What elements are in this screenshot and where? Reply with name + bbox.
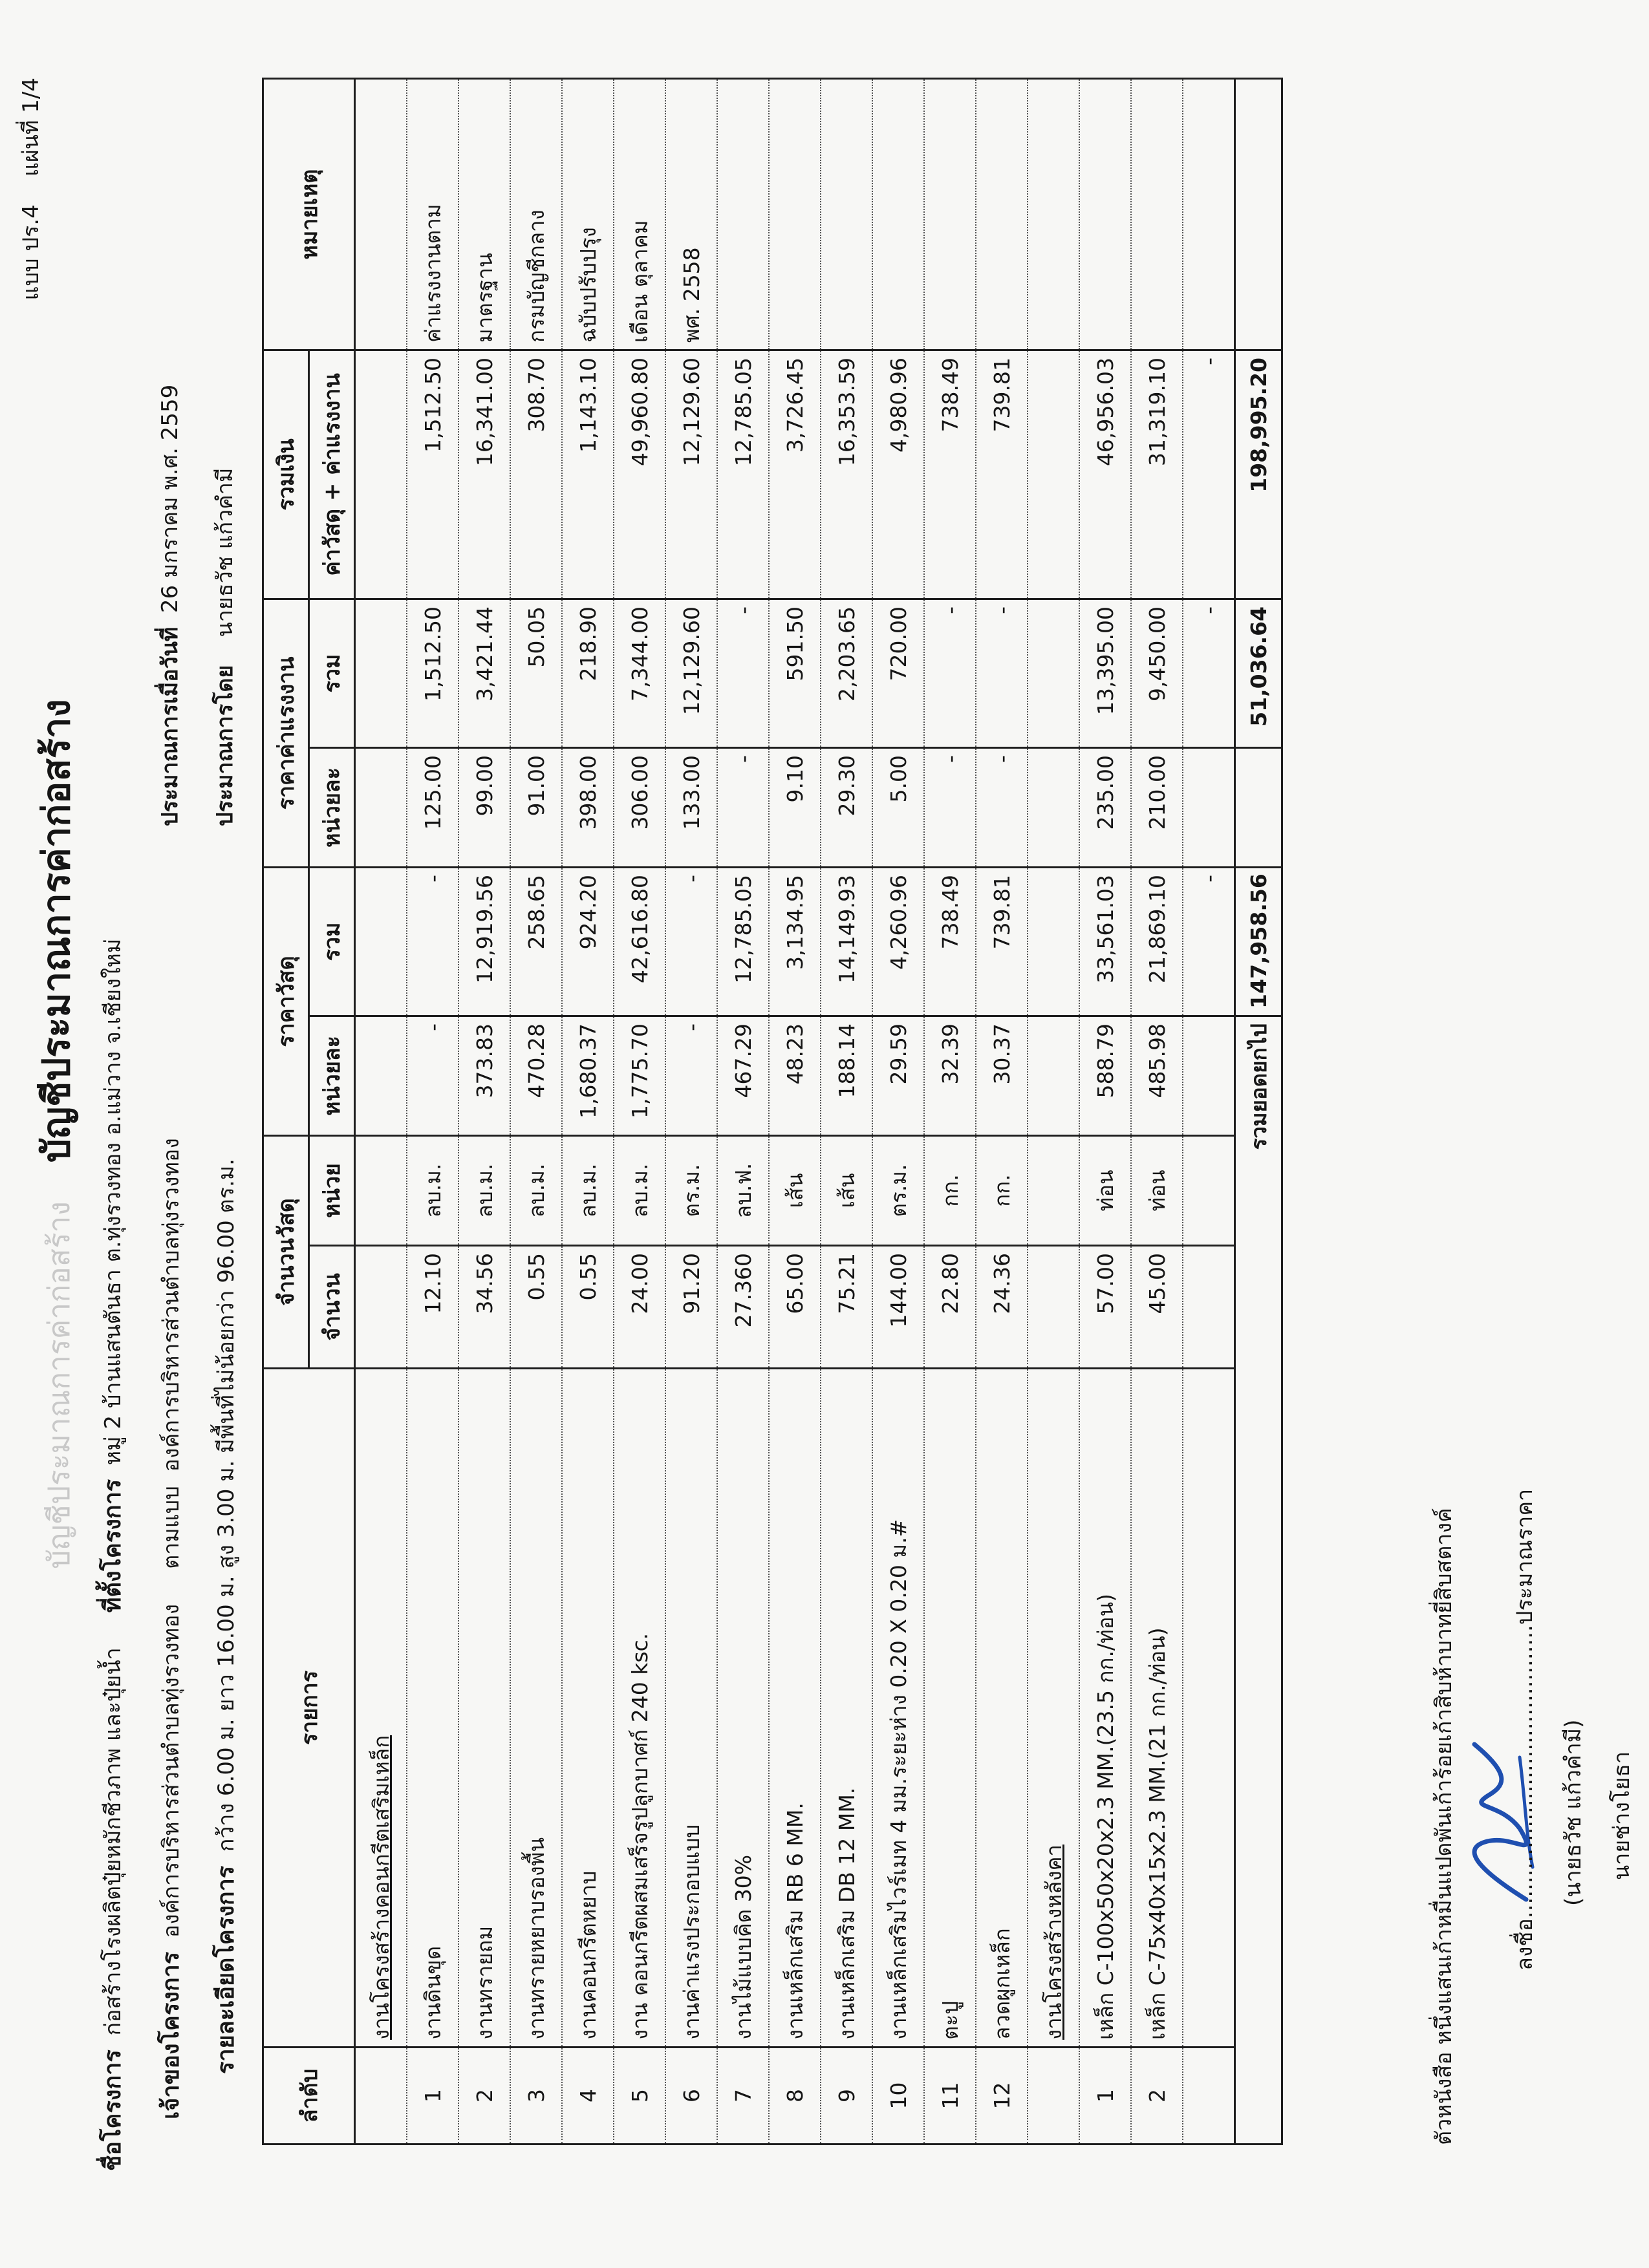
cell-item: ตะปู: [924, 1369, 976, 2048]
signature-line: ลงชื่อ..........................................ประมาณราคา: [1512, 1488, 1538, 1971]
header-material-group: ราคาวัสดุ: [263, 867, 309, 1135]
header-no: ลำดับ: [263, 2048, 355, 2145]
table-row: [976, 78, 1028, 2144]
faded-title: บัญชีประมาณการค่าก่อสร้าง: [41, 1201, 76, 1569]
table-row: [562, 78, 614, 2144]
cell-lab-total: -: [717, 599, 769, 747]
cell-mat-unit: 485.98: [1131, 1016, 1183, 1135]
cell-remark: [1131, 78, 1183, 350]
cell-remark: [976, 78, 1028, 350]
cell-sum: 12,785.05: [717, 350, 769, 599]
cell-sum: 31,319.10: [1131, 350, 1183, 599]
cell-remark: [717, 78, 769, 350]
estimate-table: [262, 78, 1283, 2145]
table-row: [872, 78, 924, 2144]
cell-qty: 24.36: [976, 1246, 1028, 1369]
cell-unit: ตร.ม.: [872, 1135, 924, 1245]
section-title: งานโครงสร้างหลังคา: [1028, 1369, 1079, 2048]
cell-mat-total: -: [407, 867, 458, 1016]
cell-item: งานเหล็กเสริม RB 6 MM.: [769, 1369, 821, 2048]
estimate-date: ประมาณการเมื่อวันที่ 26 มกราคม พ.ศ. 2559: [157, 384, 183, 826]
cell-unit: ท่อน: [1079, 1135, 1131, 1245]
cell-sum: 12,129.60: [665, 350, 717, 599]
cell-unit: ลบ.ม.: [614, 1135, 665, 1245]
cell-qty: 65.00: [769, 1246, 821, 1369]
cell-lab-unit: 99.00: [458, 747, 510, 867]
cell-mat-total: 738.49: [924, 867, 976, 1016]
cell-unit: เส้น: [769, 1135, 821, 1245]
cell-mat-unit: 188.14: [821, 1016, 872, 1135]
total-labor: 51,036.64: [1235, 599, 1282, 747]
cell-mat-total: 21,869.10: [1131, 867, 1183, 1016]
header-unit: หน่วย: [309, 1135, 355, 1245]
cell-lab-total: 218.90: [562, 599, 614, 747]
cell-no: 12: [976, 2048, 1028, 2145]
cell-qty: 45.00: [1131, 1246, 1183, 1369]
cell-sum: 4,980.96: [872, 350, 924, 599]
signer-position: นายช่างโยธา: [1609, 1751, 1635, 1880]
cell-lab-total: -: [1183, 599, 1235, 747]
cell-item: งานทรายถม: [458, 1369, 510, 2048]
total-sum: 198,995.20: [1235, 350, 1282, 599]
cell-mat-unit: 32.39: [924, 1016, 976, 1135]
cell-lab-unit: 210.00: [1131, 747, 1183, 867]
cell-unit: กก.: [924, 1135, 976, 1245]
cell-lab-total: 591.50: [769, 599, 821, 747]
cell-remark: [1079, 78, 1131, 350]
cell-qty: 34.56: [458, 1246, 510, 1369]
cell-no: 6: [665, 2048, 717, 2145]
project-line: ชื่อโครงการ ก่อสร้างโรงผลิตปุ๋ยหมักชีวภาพ และปุ๋ยน้ำ ที่ตั้งโครงการ หมู่ 2 บ้านแสนตันธา ต.ทุ่งรวงทอง อ.แม่วาง จ.เชียงใหม่: [100, 938, 126, 2171]
cell-qty: 27.360: [717, 1246, 769, 1369]
cell-lab-unit: 91.00: [510, 747, 562, 867]
cell-item: งาน คอนกรีตผสมเสร็จรูปลูกบาศก์ 240 ksc.: [614, 1369, 665, 2048]
cell-no: 11: [924, 2048, 976, 2145]
cell-no: 3: [510, 2048, 562, 2145]
cell-remark: ฉบับปรับปรุง: [562, 78, 614, 350]
cell-no: 9: [821, 2048, 872, 2145]
cell-lab-total: -: [976, 599, 1028, 747]
cell-mat-unit: 29.59: [872, 1016, 924, 1135]
cell-remark: [821, 78, 872, 350]
cell-mat-total: 42,616.80: [614, 867, 665, 1016]
cell-qty: 57.00: [1079, 1246, 1131, 1369]
table-row: [614, 78, 665, 2144]
cell-lab-total: 720.00: [872, 599, 924, 747]
cell-mat-total: -: [665, 867, 717, 1016]
cell-qty: 0.55: [562, 1246, 614, 1369]
cell-lab-total: 50.05: [510, 599, 562, 747]
table-row: [510, 78, 562, 2144]
section-title: งานโครงสร้างคอนกรีตเสริมเหล็ก: [355, 1369, 407, 2048]
table-row: [458, 78, 510, 2144]
cell-item: งานเหล็กเสริมไวร์เมท 4 มม.ระยะห่าง 0.20 X 0.20 ม.#: [872, 1369, 924, 2048]
cell-item: เหล็ก C-100x50x20x2.3 MM.(23.5 กก./ท่อน): [1079, 1369, 1131, 2048]
cell-mat-unit: 48.23: [769, 1016, 821, 1135]
total-label: รวมยอดยกไป: [1235, 1016, 1282, 2144]
cell-mat-unit: 1,775.70: [614, 1016, 665, 1135]
cell-remark: [924, 78, 976, 350]
cell-sum: 308.70: [510, 350, 562, 599]
cell-no: 5: [614, 2048, 665, 2145]
cell-mat-total: -: [1183, 867, 1235, 1016]
header-remark: หมายเหตุ: [263, 78, 355, 350]
cell-lab-unit: -: [976, 747, 1028, 867]
cell-mat-unit: 1,680.37: [562, 1016, 614, 1135]
cell-no: 7: [717, 2048, 769, 2145]
cell-remark: มาตรฐาน: [458, 78, 510, 350]
cell-lab-unit: 235.00: [1079, 747, 1131, 867]
cell-mat-unit: 373.83: [458, 1016, 510, 1135]
cell-unit: ลบ.ฟ.: [717, 1135, 769, 1245]
signer-name: (นายธวัช แก้วคำมี): [1560, 1719, 1586, 1906]
cell-mat-total: 33,561.03: [1079, 867, 1131, 1016]
cell-no: 2: [1131, 2048, 1183, 2145]
cell-qty: 22.80: [924, 1246, 976, 1369]
cell-item: งานคอนกรีตหยาบ: [562, 1369, 614, 2048]
cell-mat-total: 12,919.56: [458, 867, 510, 1016]
cell-lab-total: 9,450.00: [1131, 599, 1183, 747]
header-qty: จำนวน: [309, 1246, 355, 1369]
cell-remark: เดือน ตุลาคม: [614, 78, 665, 350]
cell-mat-total: 12,785.05: [717, 867, 769, 1016]
table-row: [1183, 78, 1235, 2144]
table-row: [717, 78, 769, 2144]
cell-lab-unit: 398.00: [562, 747, 614, 867]
header-qty-group: จำนวนวัสดุ: [263, 1135, 309, 1368]
header-labor-total: รวม: [309, 599, 355, 747]
cell-remark: [872, 78, 924, 350]
cell-qty: 75.21: [821, 1246, 872, 1369]
section-row: [355, 78, 407, 2144]
cell-item: เหล็ก C-75x40x15x2.3 MM.(21 กก./ท่อน): [1131, 1369, 1183, 2048]
cell-mat-unit: -: [407, 1016, 458, 1135]
cell-no: 1: [407, 2048, 458, 2145]
header-labor-unit: หน่วยละ: [309, 747, 355, 867]
cell-sum: 1,512.50: [407, 350, 458, 599]
table-row: [769, 78, 821, 2144]
cell-item: งานค่าแรงประกอบแบบ: [665, 1369, 717, 2048]
cell-item: ลวดผูกเหล็ก: [976, 1369, 1028, 2048]
cell-sum: 738.49: [924, 350, 976, 599]
project-detail: รายละเอียดโครงการ กว้าง 6.00 ม. ยาว 16.00 ม. สูง 3.00 ม. มีพื้นที่ไม่น้อยกว่า 96.00 ตร.ม.: [213, 1159, 239, 2074]
cell-lab-unit: 9.10: [769, 747, 821, 867]
cell-mat-unit: -: [665, 1016, 717, 1135]
cell-item: งานทรายหยาบรองพื้น: [510, 1369, 562, 2048]
table-row: [665, 78, 717, 2144]
header-labor-group: ราคาค่าแรงงาน: [263, 599, 309, 867]
cell-qty: 12.10: [407, 1246, 458, 1369]
cell-lab-total: 3,421.44: [458, 599, 510, 747]
table-row: [924, 78, 976, 2144]
table-row: [1131, 78, 1183, 2144]
cell-sum: 1,143.10: [562, 350, 614, 599]
cell-qty: 0.55: [510, 1246, 562, 1369]
estimator: ประมาณการโดย นายธวัช แก้วคำมี: [212, 467, 238, 826]
cell-no: 1: [1079, 2048, 1131, 2145]
cell-lab-unit: 5.00: [872, 747, 924, 867]
cell-unit: ลบ.ม.: [562, 1135, 614, 1245]
cell-mat-unit: 467.29: [717, 1016, 769, 1135]
cell-no: 8: [769, 2048, 821, 2145]
section-row: [1028, 78, 1079, 2144]
cell-unit: ลบ.ม.: [458, 1135, 510, 1245]
cell-item: งานไม้แบบคิด 30%: [717, 1369, 769, 2048]
cell-sum: 46,956.03: [1079, 350, 1131, 599]
cell-unit: ท่อน: [1131, 1135, 1183, 1245]
cell-unit: เส้น: [821, 1135, 872, 1245]
cell-lab-total: -: [924, 599, 976, 747]
cell-qty: 24.00: [614, 1246, 665, 1369]
owner-line: เจ้าของโครงการ องค์การบริหารส่วนตำบลทุ่งรวงทอง ตามแบบ องค์การบริหารส่วนตำบลทุ่งรวงทอง: [158, 1138, 184, 2119]
cell-mat-unit: 588.79: [1079, 1016, 1131, 1135]
cell-mat-total: 739.81: [976, 867, 1028, 1016]
cell-mat-unit: 30.37: [976, 1016, 1028, 1135]
cell-item: งานเหล็กเสริม DB 12 MM.: [821, 1369, 872, 2048]
cell-lab-total: 12,129.60: [665, 599, 717, 747]
cell-lab-total: 7,344.00: [614, 599, 665, 747]
cell-no: 10: [872, 2048, 924, 2145]
cell-lab-total: 1,512.50: [407, 599, 458, 747]
cell-sum: -: [1183, 350, 1235, 599]
cell-unit: ตร.ม.: [665, 1135, 717, 1245]
cell-mat-total: 924.20: [562, 867, 614, 1016]
cell-lab-unit: 29.30: [821, 747, 872, 867]
cell-remark: พศ. 2558: [665, 78, 717, 350]
cell-unit: ลบ.ม.: [510, 1135, 562, 1245]
cell-no: 2: [458, 2048, 510, 2145]
total-material: 147,958.56: [1235, 867, 1282, 1016]
cell-lab-unit: 125.00: [407, 747, 458, 867]
cell-qty: 91.20: [665, 1246, 717, 1369]
cell-qty: 144.00: [872, 1246, 924, 1369]
header-sum-group: รวมเงิน: [263, 350, 309, 599]
amount-in-words: ตัวหนังสือ หนึ่งแสนเก้าหมื่นแปดพันเก้าร้อยเก้าสิบห้าบาทยี่สิบสตางค์: [1431, 1508, 1457, 2145]
table-row: [1079, 78, 1131, 2144]
cell-sum: 16,341.00: [458, 350, 510, 599]
total-row: [1235, 78, 1282, 2144]
cell-mat-total: 3,134.95: [769, 867, 821, 1016]
cell-unit: กก.: [976, 1135, 1028, 1245]
cell-unit: ลบ.ม.: [407, 1135, 458, 1245]
table-row: [407, 78, 458, 2144]
table-row: [821, 78, 872, 2144]
header-sum: ค่าวัสดุ + ค่าแรงงาน: [309, 350, 355, 599]
document-title: บัญชีประมาณการค่าก่อสร้างบัญชีประมาณการค่าก่อสร้าง: [34, 699, 78, 1569]
cell-mat-unit: 470.28: [510, 1016, 562, 1135]
cell-lab-total: 13,395.00: [1079, 599, 1131, 747]
header-material-unit: หน่วยละ: [309, 1016, 355, 1135]
cell-mat-total: 4,260.96: [872, 867, 924, 1016]
cell-mat-total: 14,149.93: [821, 867, 872, 1016]
header-material-total: รวม: [309, 867, 355, 1016]
cell-mat-total: 258.65: [510, 867, 562, 1016]
cell-remark: ค่าแรงงานตาม: [407, 78, 458, 350]
sheet-number: แบบ ปร.4 แผ่นที่ 1/4: [18, 78, 44, 301]
cell-item: งานดินขุด: [407, 1369, 458, 2048]
cell-lab-unit: 306.00: [614, 747, 665, 867]
cell-lab-total: 2,203.65: [821, 599, 872, 747]
cell-sum: 49,960.80: [614, 350, 665, 599]
cell-lab-unit: 133.00: [665, 747, 717, 867]
cell-sum: 16,353.59: [821, 350, 872, 599]
cell-sum: 3,726.45: [769, 350, 821, 599]
header-item: รายการ: [263, 1369, 355, 2048]
cell-lab-unit: -: [717, 747, 769, 867]
cell-sum: 739.81: [976, 350, 1028, 599]
cell-lab-unit: -: [924, 747, 976, 867]
cell-remark: กรมบัญชีกลาง: [510, 78, 562, 350]
cell-no: 4: [562, 2048, 614, 2145]
cell-remark: [769, 78, 821, 350]
